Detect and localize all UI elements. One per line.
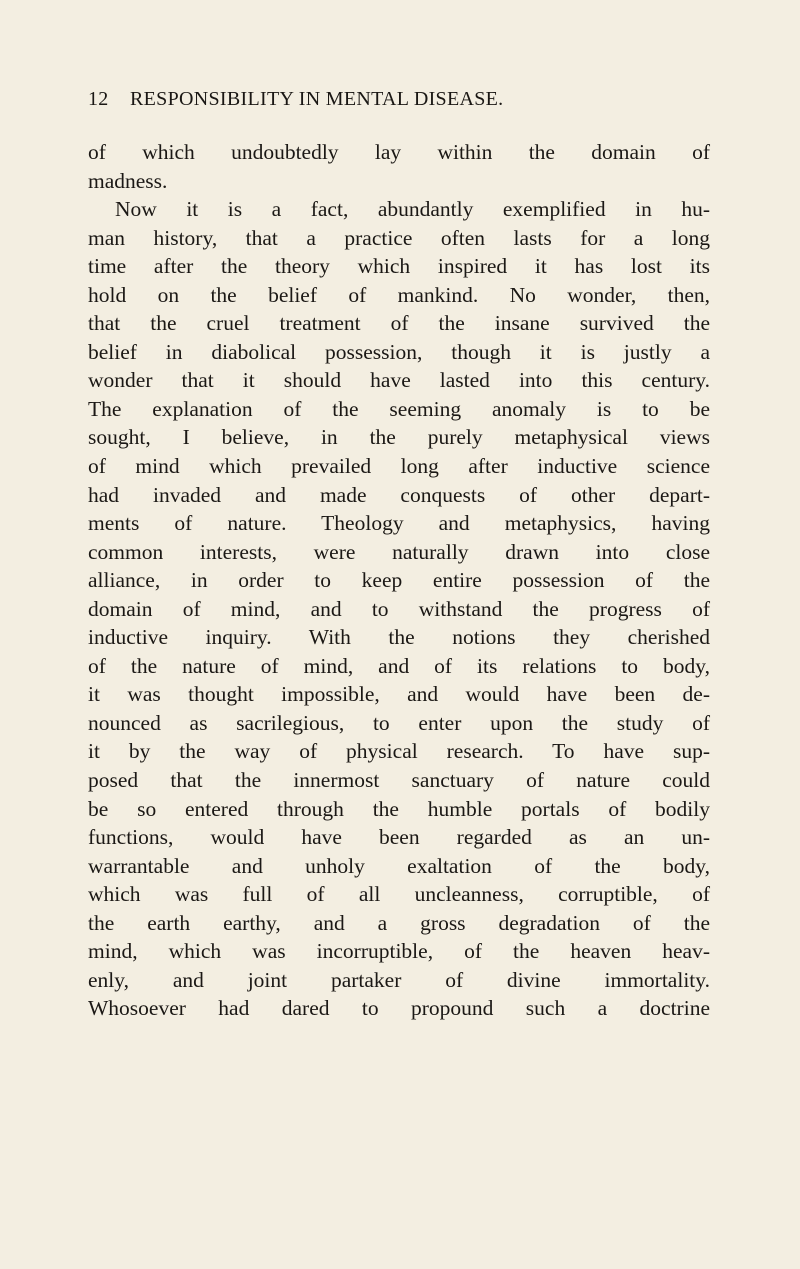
text-line: inductive inquiry. With the notions they cherished [88,625,710,650]
page-number: 12 [88,88,109,110]
text-line: belief in diabolical possession, though it is justly a [88,339,710,364]
text-line: of which undoubtedly lay within the domain of [88,140,710,164]
text-line: The explanation of the seeming anomaly is to be [88,396,710,421]
text-line: be so entered through the humble portals of bodily [88,796,710,821]
text-line: had invaded and made conquests of other depart- [88,482,710,507]
text-line: madness. [88,168,168,193]
text-line: domain of mind, and to withstand the progress of [88,596,710,621]
text-line: the earth earthy, and a gross degradation of the [88,910,710,935]
text-line: nounced as sacrilegious, to enter upon the study of [88,710,710,735]
text-line: man history, that a practice often lasts for a long [88,225,710,250]
text-line: alliance, in order to keep entire possession of the [88,568,710,593]
text-line: ments of nature. Theology and metaphysics, having [88,511,710,536]
text-line: that the cruel treatment of the insane survived the [88,311,710,336]
text-line: Whosoever had dared to propound such a doctrine [88,996,710,1021]
text-line: hold on the belief of mankind. No wonder, then, [88,282,710,307]
text-line: it by the way of physical research. To have sup- [88,739,710,764]
text-line: mind, which was incorruptible, of the heaven heav- [88,939,710,964]
body-text [88,138,710,1023]
text-line: which was full of all uncleanness, corruptible, of [88,882,710,907]
text-line: it was thought impossible, and would have been de- [88,682,710,707]
text-line: Now it is a fact, abundantly exemplified in hu- [115,197,710,222]
running-title: RESPONSIBILITY IN MENTAL DISEASE. [130,88,504,110]
text-line: posed that the innermost sanctuary of nature could [88,768,710,793]
text-line: common interests, were naturally drawn into close [88,539,710,564]
text-line: sought, I believe, in the purely metaphysical views [88,425,710,450]
text-line: warrantable and unholy exaltation of the body, [88,853,710,878]
text-line: of mind which prevailed long after inductive science [88,454,710,479]
text-line: wonder that it should have lasted into this century. [88,368,710,393]
text-line: functions, would have been regarded as an un- [88,825,710,850]
text-line: enly, and joint partaker of divine immortality. [88,967,710,992]
text-line: of the nature of mind, and of its relations to body, [88,653,710,678]
page-header [88,88,648,112]
text-line: time after the theory which inspired it has lost its [88,254,710,279]
